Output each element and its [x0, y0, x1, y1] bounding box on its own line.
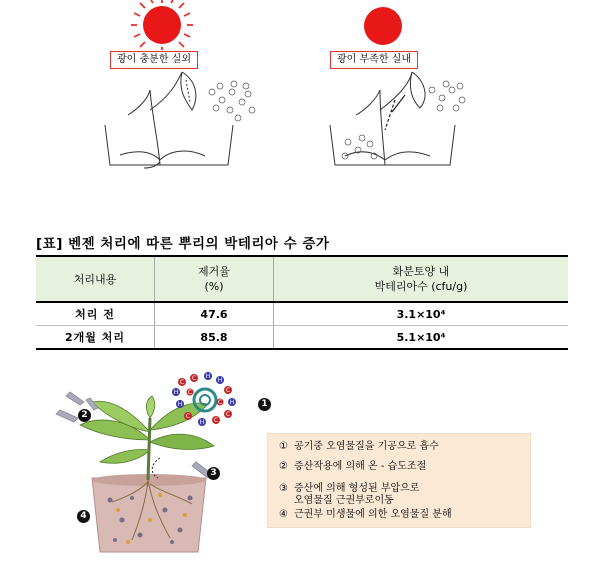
legend-text: 근권부 미생물에 의한 오염물질 분해	[294, 509, 452, 520]
legend-item	[279, 441, 439, 453]
cell-treatment: 2개월 처리	[36, 326, 155, 350]
cell-removal: 85.8	[155, 326, 274, 350]
process-legend	[267, 433, 531, 528]
cell-treatment: 처리 전	[36, 302, 155, 326]
table-header-row	[36, 256, 568, 302]
header-bacteria-count	[274, 256, 569, 302]
pot-illustration	[92, 474, 206, 552]
svg-text:C: C	[225, 411, 231, 418]
legend-item	[279, 461, 426, 473]
marker-3: 3	[207, 467, 220, 480]
legend-number: ①	[279, 441, 288, 452]
header-bacteria-line2: 박테리아수 (cfu/g)	[374, 280, 468, 293]
header-bacteria-line1: 화분토양 내	[392, 265, 450, 278]
outdoor-light-label: 광이 충분한 실외	[110, 51, 198, 69]
table-row	[36, 326, 568, 350]
table-row	[36, 302, 568, 326]
marker-2: 2	[78, 409, 91, 422]
svg-text:C: C	[187, 389, 193, 396]
legend-number: ③	[279, 483, 288, 494]
legend-number: ②	[279, 461, 288, 472]
svg-text:H: H	[173, 389, 179, 396]
svg-text:C: C	[213, 417, 219, 424]
svg-text:H: H	[199, 419, 205, 426]
header-removal-line1: 제거율	[198, 265, 230, 278]
svg-text:C: C	[217, 399, 223, 406]
cell-bacteria: 5.1×10⁴	[274, 326, 569, 350]
legend-text: 증산에 의해 형성된 부압으로	[294, 483, 420, 494]
marker-4: 4	[77, 510, 90, 523]
svg-text:C: C	[191, 375, 197, 382]
svg-text:H: H	[229, 399, 235, 406]
cell-removal: 47.6	[155, 302, 274, 326]
svg-text:H: H	[177, 401, 183, 408]
header-removal-line2: (%)	[204, 280, 224, 293]
legend-text: 증산작용에 의해 온 - 습도조절	[294, 461, 427, 472]
indoor-light-label: 광이 부족한 실내	[330, 51, 418, 69]
sun-with-rays-icon	[131, 0, 193, 50]
legend-text-continued: 오염물질 근권부로이동	[294, 495, 394, 506]
svg-text:C: C	[225, 387, 231, 394]
svg-text:C: C	[185, 413, 191, 420]
bacteria-table	[36, 255, 568, 350]
plant-purification-diagram	[0, 370, 270, 563]
legend-item	[279, 509, 452, 521]
light-comparison-scenes	[0, 0, 608, 210]
cell-bacteria: 3.1×10⁴	[274, 302, 569, 326]
marker-1: 1	[258, 398, 271, 411]
legend-text: 공기중 오염물질을 기공으로 흡수	[294, 441, 439, 452]
outdoor-pot-illustration	[105, 72, 255, 168]
table-title: [표] 벤젠 처리에 따른 뿌리의 박테리아 수 증가	[36, 236, 330, 252]
svg-text:C: C	[179, 379, 185, 386]
header-removal-rate	[155, 256, 274, 302]
legend-number: ④	[279, 509, 288, 520]
indoor-pot-illustration	[330, 72, 465, 165]
legend-item	[279, 483, 419, 507]
svg-text:H: H	[217, 377, 223, 384]
svg-text:H: H	[205, 373, 211, 380]
sun-icon	[364, 7, 402, 45]
header-treatment: 처리내용	[36, 256, 155, 302]
